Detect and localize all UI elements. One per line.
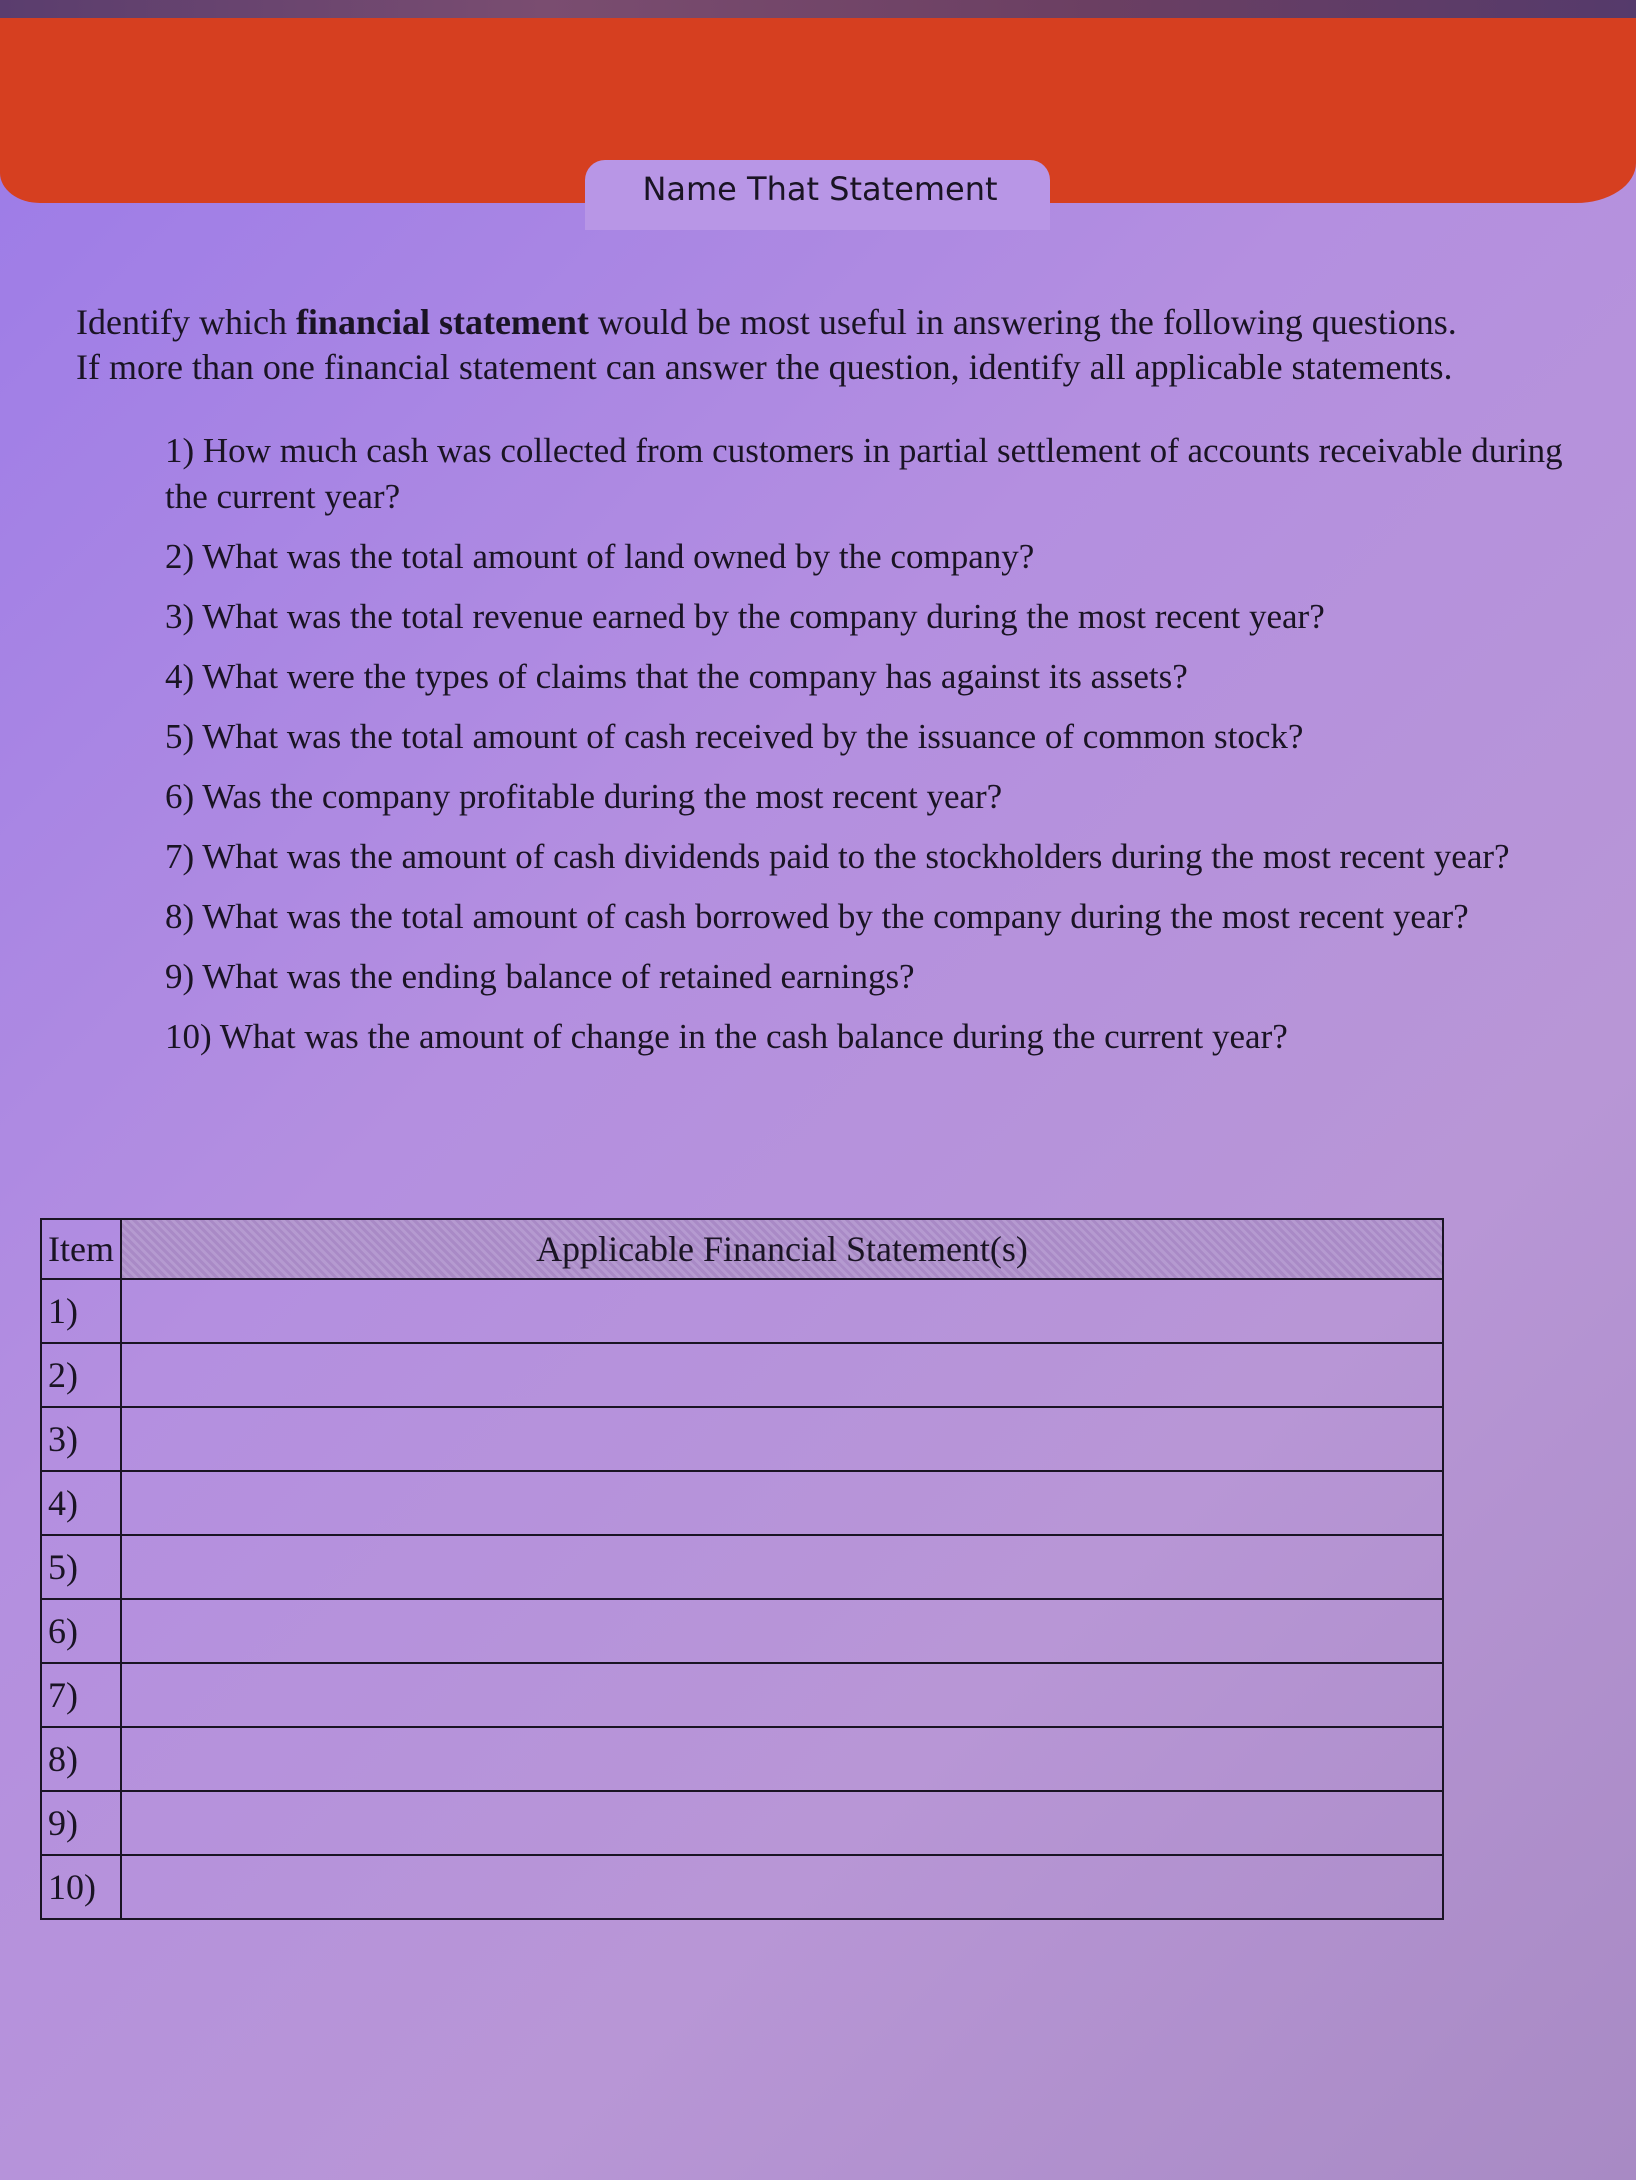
statement-cell[interactable] xyxy=(121,1599,1443,1663)
statement-cell[interactable] xyxy=(121,1535,1443,1599)
question-10: 10) What was the amount of change in the cash balance during the current year? xyxy=(165,1017,1288,1056)
table-row xyxy=(41,1791,1443,1855)
instructions-part2: would be most useful in answering the following questions. xyxy=(588,302,1457,342)
statement-cell[interactable] xyxy=(121,1727,1443,1791)
statement-cell[interactable] xyxy=(121,1343,1443,1407)
instructions-bold: financial statement xyxy=(295,302,589,342)
item-cell: 1) xyxy=(41,1279,121,1343)
table-row xyxy=(41,1727,1443,1791)
statement-cell[interactable] xyxy=(121,1279,1443,1343)
table-row xyxy=(41,1663,1443,1727)
statement-cell[interactable] xyxy=(121,1471,1443,1535)
item-cell: 5) xyxy=(41,1535,121,1599)
instructions-part1: Identify which xyxy=(76,302,296,342)
item-cell: 9) xyxy=(41,1791,121,1855)
table-row xyxy=(41,1279,1443,1343)
instructions-line-2: If more than one financial statement can answer the question, identify all applicable statements. xyxy=(76,347,1453,387)
page-title: Name That Statement xyxy=(642,170,998,208)
statement-cell[interactable] xyxy=(121,1791,1443,1855)
question-7: 7) What was the amount of cash dividends paid to the stockholders during the most recent year? xyxy=(165,837,1510,876)
question-9: 9) What was the ending balance of retained earnings? xyxy=(165,957,915,996)
table-row xyxy=(41,1535,1443,1599)
item-cell: 6) xyxy=(41,1599,121,1663)
question-5: 5) What was the total amount of cash received by the issuance of common stock? xyxy=(165,717,1304,756)
table-row xyxy=(41,1855,1443,1919)
statement-cell[interactable] xyxy=(121,1663,1443,1727)
item-cell: 2) xyxy=(41,1343,121,1407)
item-cell: 3) xyxy=(41,1407,121,1471)
item-cell: 8) xyxy=(41,1727,121,1791)
question-6: 6) Was the company profitable during the most recent year? xyxy=(165,777,1003,816)
item-cell: 7) xyxy=(41,1663,121,1727)
table-row xyxy=(41,1599,1443,1663)
statement-cell[interactable] xyxy=(121,1855,1443,1919)
instructions xyxy=(76,300,1596,390)
table-row xyxy=(41,1343,1443,1407)
question-3: 3) What was the total revenue earned by the company during the most recent year? xyxy=(165,597,1325,636)
question-list xyxy=(165,428,1565,1074)
item-cell: 10) xyxy=(41,1855,121,1919)
statement-cell[interactable] xyxy=(121,1407,1443,1471)
question-2: 2) What was the total amount of land owned by the company? xyxy=(165,537,1035,576)
answer-table xyxy=(40,1218,1444,1920)
item-cell: 4) xyxy=(41,1471,121,1535)
question-4: 4) What were the types of claims that the company has against its assets? xyxy=(165,657,1188,696)
statement-header: Applicable Financial Statement(s) xyxy=(121,1219,1443,1279)
table-header-row xyxy=(41,1219,1443,1279)
instructions-line-1 xyxy=(76,300,1596,345)
table-row xyxy=(41,1471,1443,1535)
item-header: Item xyxy=(41,1219,121,1279)
question-8: 8) What was the total amount of cash borrowed by the company during the most recent year? xyxy=(165,897,1469,936)
question-1: 1) How much cash was collected from customers in partial settlement of accounts receivable during the current year? xyxy=(165,431,1563,516)
table-row xyxy=(41,1407,1443,1471)
